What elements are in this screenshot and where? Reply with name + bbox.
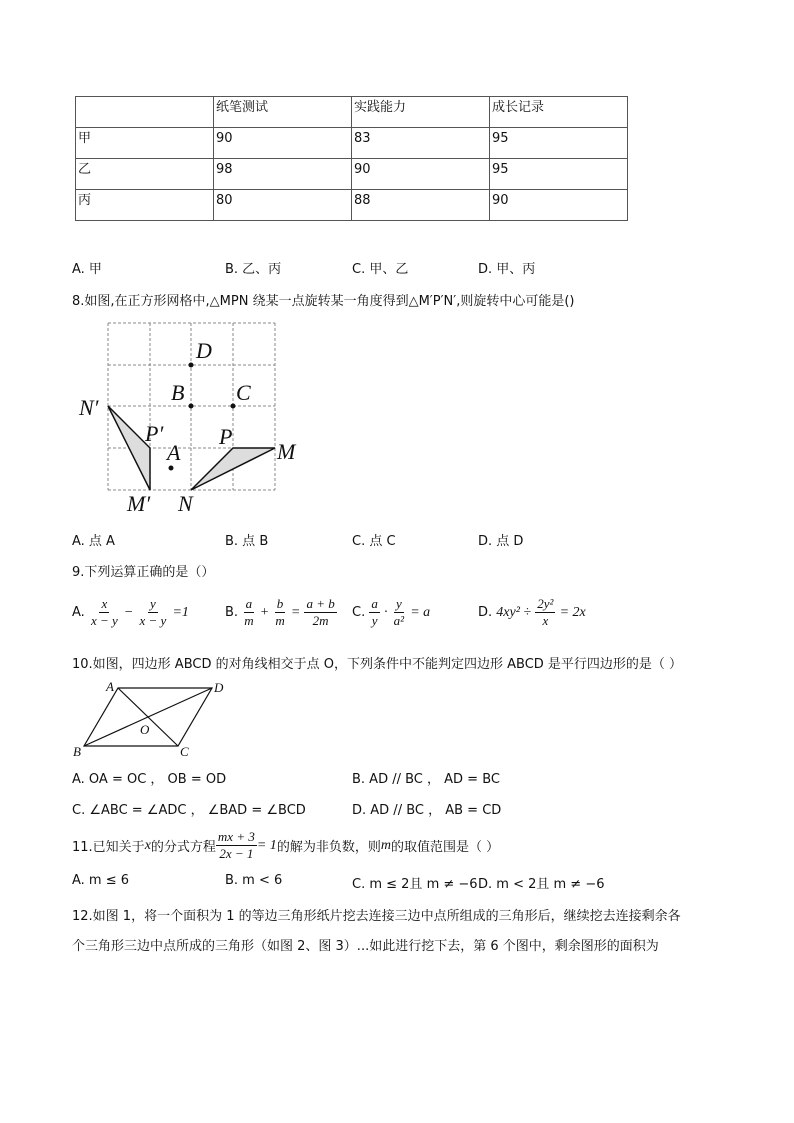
- denominator: y: [371, 613, 378, 628]
- numerator: mx + 3: [217, 829, 255, 844]
- numerator: y: [150, 596, 156, 611]
- denominator: 2m: [312, 613, 329, 628]
- q11-option-b: B. m < 6: [225, 873, 283, 888]
- q11-stem-pre: 11.已知关于: [72, 840, 145, 855]
- q7-option-a: A. 甲: [72, 262, 102, 277]
- numerator: x: [101, 596, 108, 611]
- table-row: [76, 190, 628, 221]
- operator: −: [123, 605, 134, 620]
- operator: ·: [384, 605, 388, 620]
- label-a: A: [106, 679, 114, 694]
- q9-option-d: [478, 596, 586, 629]
- numerator: y: [395, 596, 402, 611]
- q9-option-b: [225, 596, 337, 629]
- label-d: D: [214, 680, 224, 695]
- rhs: = a: [410, 605, 431, 620]
- q11-stem-end: 的取值范围是（ ）: [390, 840, 500, 855]
- label-m: M: [277, 439, 296, 464]
- table-cell: 乙: [76, 159, 214, 190]
- fraction: [89, 596, 120, 629]
- denominator: a²: [393, 613, 405, 628]
- label-p-prime: P′: [145, 421, 164, 446]
- q12-stem-line2: 个三角形三边中点所成的三角形（如图 2、图 3）...如此进行挖下去，第 6 个图中，剩余图形的面积为: [72, 939, 659, 954]
- table-header-cell: [76, 97, 214, 128]
- q7-option-c: C. 甲、乙: [352, 262, 409, 277]
- rhs: =1: [172, 605, 189, 620]
- q11-stem: [72, 829, 499, 862]
- q9-option-d-label: D.: [478, 605, 493, 620]
- q12-stem-line1: 12.如图 1，将一个面积为 1 的等边三角形纸片挖去连接三边中点所组成的三角形后，继续挖去连接剩余各: [72, 909, 681, 924]
- q11-eq: = 1: [256, 837, 277, 853]
- rotation-grid-figure: [75, 318, 305, 518]
- fraction: [535, 596, 555, 629]
- fraction: [273, 596, 286, 629]
- q11-var-x: x: [144, 837, 151, 853]
- label-p: P: [219, 424, 233, 449]
- q10-stem: 10.如图，四边形 ABCD 的对角线相交于点 O，下列条件中不能判定四边形 ABCD 是平行四边形的是（ ）: [72, 657, 683, 672]
- table-row: [76, 128, 628, 159]
- point-d: [189, 363, 194, 368]
- point-b: [189, 404, 194, 409]
- label-b: B: [171, 380, 185, 405]
- q11-stem-mid: 的分式方程: [150, 840, 216, 855]
- q8-option-a: A. 点 A: [72, 534, 115, 549]
- table-cell: 丙: [76, 190, 214, 221]
- label-m-prime: M′: [127, 491, 151, 516]
- table-cell: 90: [490, 190, 628, 221]
- table-header-cell: 纸笔测试: [214, 97, 352, 128]
- q11-stem-post: 的解为非负数，则: [276, 840, 381, 855]
- q8-option-d: D. 点 D: [478, 534, 524, 549]
- table-header-cell: 实践能力: [352, 97, 490, 128]
- numerator: a: [245, 596, 253, 611]
- label-b: B: [73, 744, 81, 759]
- q8-option-c: C. 点 C: [352, 534, 396, 549]
- label-c: C: [180, 744, 189, 759]
- fraction: [137, 596, 168, 629]
- q9-option-b-label: B.: [225, 605, 239, 620]
- operator: +: [259, 605, 270, 620]
- q9-option-a-label: A.: [72, 605, 85, 620]
- q10-option-a: A. OA = OC ， OB = OD: [72, 772, 227, 787]
- q11-var-m: m: [380, 837, 391, 853]
- fraction: [216, 829, 257, 862]
- table-cell: 88: [352, 190, 490, 221]
- table-header-row: [76, 97, 628, 128]
- q11-option-d: D. m < 2且 m ≠ −6: [478, 877, 605, 892]
- table-header-cell: 成长记录: [490, 97, 628, 128]
- q7-option-d: D. 甲、丙: [478, 262, 536, 277]
- label-a: A: [167, 440, 181, 465]
- denominator: x − y: [139, 613, 167, 628]
- parallelogram-figure: [70, 678, 240, 760]
- label-c: C: [236, 380, 251, 405]
- table-cell: 95: [490, 159, 628, 190]
- score-table: [75, 96, 628, 221]
- label-n-prime: N′: [79, 395, 99, 420]
- fraction: [392, 596, 406, 629]
- table-cell: 95: [490, 128, 628, 159]
- numerator: a: [371, 596, 378, 611]
- label-n: N: [178, 491, 193, 516]
- numerator: 2y²: [537, 596, 554, 611]
- q10-option-b: B. AD // BC ， AD = BC: [352, 772, 500, 787]
- q8-option-b: B. 点 B: [225, 534, 269, 549]
- q8-stem: 8.如图,在正方形网格中,△MPN 绕某一点旋转某一角度得到△M′P′N′,则旋转中心可能是(): [72, 294, 575, 309]
- label-d: D: [196, 338, 212, 363]
- lhs: 4xy² ÷: [496, 605, 532, 620]
- table-cell: 83: [352, 128, 490, 159]
- fraction: [304, 596, 336, 629]
- denominator: x − y: [90, 613, 118, 628]
- q7-option-b: B. 乙、丙: [225, 262, 282, 277]
- table-cell: 98: [214, 159, 352, 190]
- fraction: [242, 596, 255, 629]
- denominator: m: [244, 613, 254, 628]
- q9-option-a: [72, 596, 189, 629]
- denominator: x: [542, 613, 549, 628]
- diagonal-bd: [84, 688, 212, 746]
- rhs: = 2x: [559, 605, 586, 620]
- numerator: b: [276, 596, 284, 611]
- table-cell: 80: [214, 190, 352, 221]
- q11-option-a: A. m ≤ 6: [72, 873, 130, 888]
- denominator: m: [275, 613, 285, 628]
- q10-option-c: C. ∠ABC = ∠ADC ， ∠BAD = ∠BCD: [72, 803, 306, 818]
- q11-option-c: C. m ≤ 2且 m ≠ −6: [352, 877, 478, 892]
- q10-option-d: D. AD // BC ， AB = CD: [352, 803, 502, 818]
- table-row: [76, 159, 628, 190]
- fraction: [369, 596, 380, 629]
- label-o: O: [140, 722, 150, 737]
- denominator: 2x − 1: [219, 846, 254, 861]
- point-c: [231, 404, 236, 409]
- point-a: [169, 466, 174, 471]
- table-cell: 90: [352, 159, 490, 190]
- numerator: a + b: [306, 596, 335, 611]
- q9-stem: 9.下列运算正确的是（）: [72, 565, 215, 580]
- q9-option-c-label: C.: [352, 605, 366, 620]
- table-cell: 甲: [76, 128, 214, 159]
- q9-option-c: [352, 596, 430, 629]
- operator: =: [290, 605, 301, 620]
- table-cell: 90: [214, 128, 352, 159]
